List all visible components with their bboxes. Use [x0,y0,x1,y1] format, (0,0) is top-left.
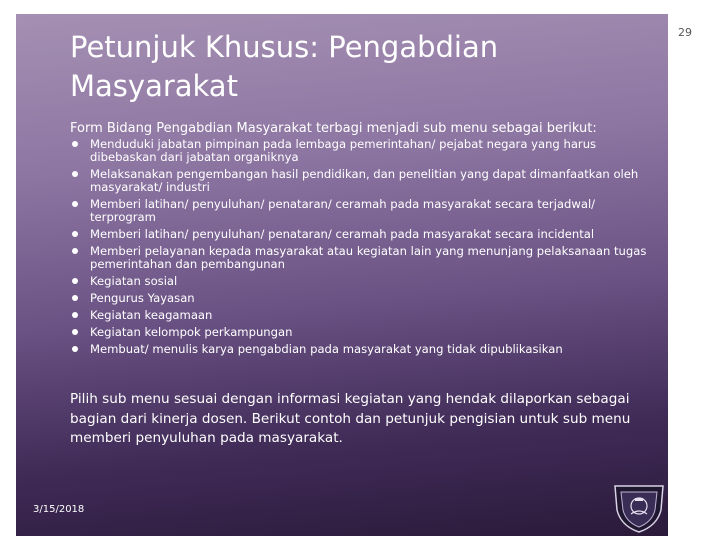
list-item-text: Kegiatan sosial [90,274,178,289]
list-item-text: Pengurus Yayasan [90,291,195,306]
instruction-paragraph: Pilih sub menu sesuai dengan informasi kegiatan yang hendak dilaporkan sebagai bagian dari kinerja dosen. Berikut contoh dan petunjuk pengisian untuk sub menu memberi penyuluhan pada masyarakat. [70,391,631,446]
intro-text: Form Bidang Pengabdian Masyarakat terbagi menjadi sub menu sebagai berikut: [70,121,597,136]
bullet-icon [72,278,78,284]
list-item [70,228,650,241]
slide [16,14,668,536]
bullet-icon [72,295,78,301]
list-item [70,168,650,194]
list-item [70,343,650,356]
list-item-text: Memberi latihan/ penyuluhan/ penataran/ ceramah pada masyarakat secara terjadwal/ terprogram [90,197,596,225]
slide-date: 3/15/2018 [33,504,85,515]
list-item-text: Memberi pelayanan kepada masyarakat atau kegiatan lain yang menunjang pelaksanaan tugas pemerintahan dan pembangunan [90,244,647,272]
bullet-icon [72,201,78,207]
bullet-icon [72,141,78,147]
list-item-text: Kegiatan kelompok perkampungan [90,324,293,339]
list-item [70,292,650,305]
list-item-text: Kegiatan keagamaan [90,308,213,323]
page-number: 29 [678,26,692,39]
bullet-icon [72,171,78,177]
list-item [70,309,650,322]
list-item-text: Melaksanakan pengembangan hasil pendidikan, dan penelitian yang dapat dimanfaatkan oleh masyarakat/ industri [90,167,639,195]
slide-title: Petunjuk Khusus: Pengabdian Masyarakat [70,30,499,103]
list-item-text: Memberi latihan/ penyuluhan/ penataran/ ceramah pada masyarakat secara incidental [90,227,595,242]
list-item [70,138,650,164]
list-item-text: Membuat/ menulis karya pengabdian pada masyarakat yang tidak dipublikasikan [90,341,563,356]
list-item-text: Menduduki jabatan pimpinan pada lembaga pemerintahan/ pejabat negara yang harus dibebaskan dari jabatan organiknya [90,137,597,165]
bullet-icon [72,312,78,318]
bullet-icon [72,329,78,335]
bullet-icon [72,248,78,254]
university-seal-icon [609,480,668,536]
sub-menu-list [70,138,650,360]
list-item [70,245,650,271]
list-item [70,198,650,224]
list-item [70,326,650,339]
list-item [70,275,650,288]
bullet-icon [72,346,78,352]
bullet-icon [72,231,78,237]
